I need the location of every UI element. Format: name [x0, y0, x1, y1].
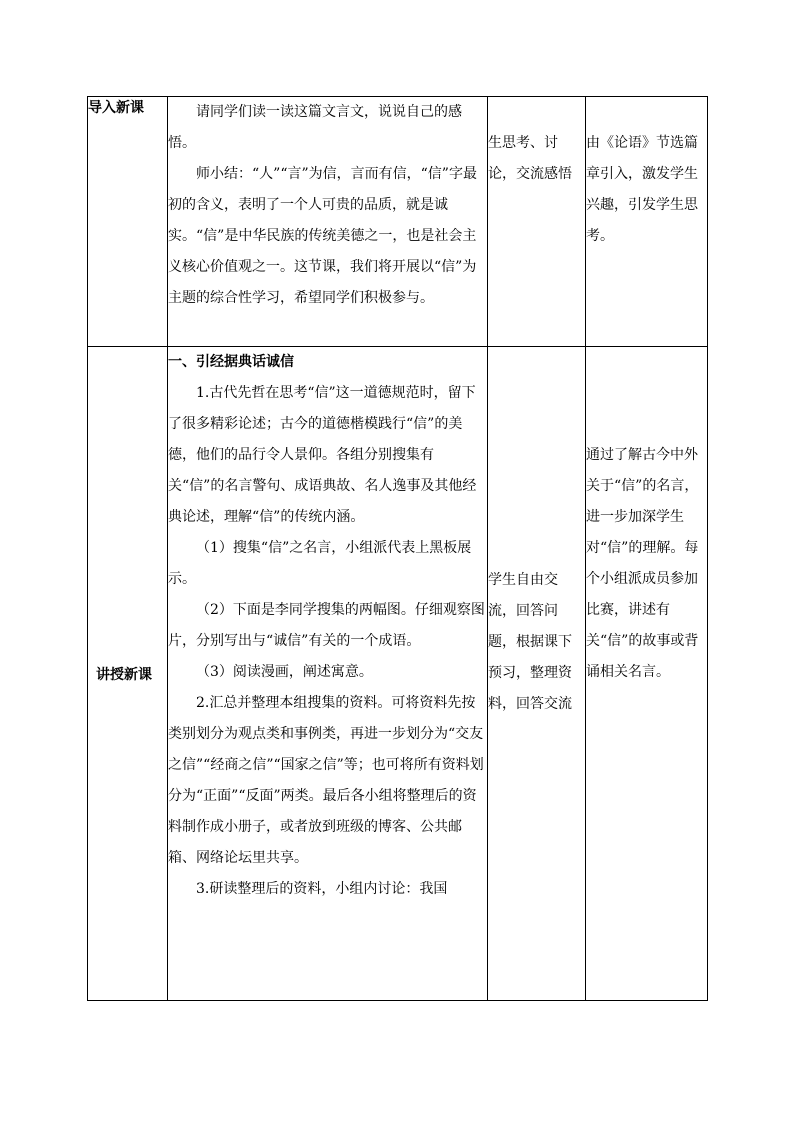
row-label-new-lesson: 讲授新课 [88, 347, 168, 1001]
paragraph: 请同学们读一读这篇文言文，说说自己的感悟。 [168, 104, 462, 151]
student-activity-new-lesson [488, 347, 586, 1001]
design-intent-text: 由《论语》节选篇章引入，激发学生兴趣，引发学生思考。 [586, 135, 698, 244]
row-label-intro: 导入新课 [88, 97, 168, 347]
table-row-intro [88, 97, 708, 347]
student-activity-intro [488, 97, 586, 347]
paragraph: 3.研读整理后的资料，小组内讨论：我国 [196, 881, 448, 897]
design-intent-text: 通过了解古今中外关于“信”的名言，进一步加深学生对“信”的理解。每个小组派成员参加比赛，讲述有关“信”的故事或背诵相关名言。 [586, 447, 699, 680]
paragraph: 师小结：“人”“言”为信，言而有信，“信”字最初的含义，表明了一个人可贵的品质，就是诚实。“信”是中华民族的传统美德之一，也是社会主义核心价值观之一。这节课，我们将开展以“信”为主题的综合性学习，希望同学们积极参与。 [168, 166, 477, 306]
table-row-new-lesson [88, 347, 708, 1001]
student-activity-text: 生思考、讨论，交流感悟 [488, 135, 572, 182]
paragraph: （3）阅读漫画，阐述寓意。 [196, 664, 373, 680]
lesson-plan-table [87, 96, 708, 1001]
design-intent-intro [586, 97, 708, 347]
paragraph: 2.汇总并整理本组搜集的资料。可将资料先按类别划分为观点类和事例类，再进一步划分为“交友之信”“经商之信”“国家之信”等；也可将所有资料划分为“正面”“反面”两类。最后各小组将整理后的资料制作成小册子，或者放到班级的博客、公共邮箱、网络论坛里共享。 [168, 695, 484, 866]
paragraph: （2）下面是李同学搜集的两幅图。仔细观察图片，分别写出与“诚信”有关的一个成语。 [168, 602, 485, 649]
section-heading: 一、引经据典话诚信 [168, 354, 294, 370]
paragraph: （1）搜集“信”之名言，小组派代表上黑板展示。 [168, 540, 472, 587]
teacher-activity-new-lesson [168, 347, 488, 1001]
teacher-activity-intro [168, 97, 488, 347]
paragraph: 1.古代先哲在思考“信”这一道德规范时，留下了很多精彩论述；古今的道德楷模践行“信”的美德，他们的品行令人景仰。各组分别搜集有关“信”的名言警句、成语典故、名人逸事及其他经典论述，理解“信”的传统内涵。 [168, 385, 477, 525]
design-intent-new-lesson [586, 347, 708, 1001]
student-activity-text: 学生自由交流，回答问题，根据课下预习，整理资料，回答交流 [488, 572, 572, 712]
